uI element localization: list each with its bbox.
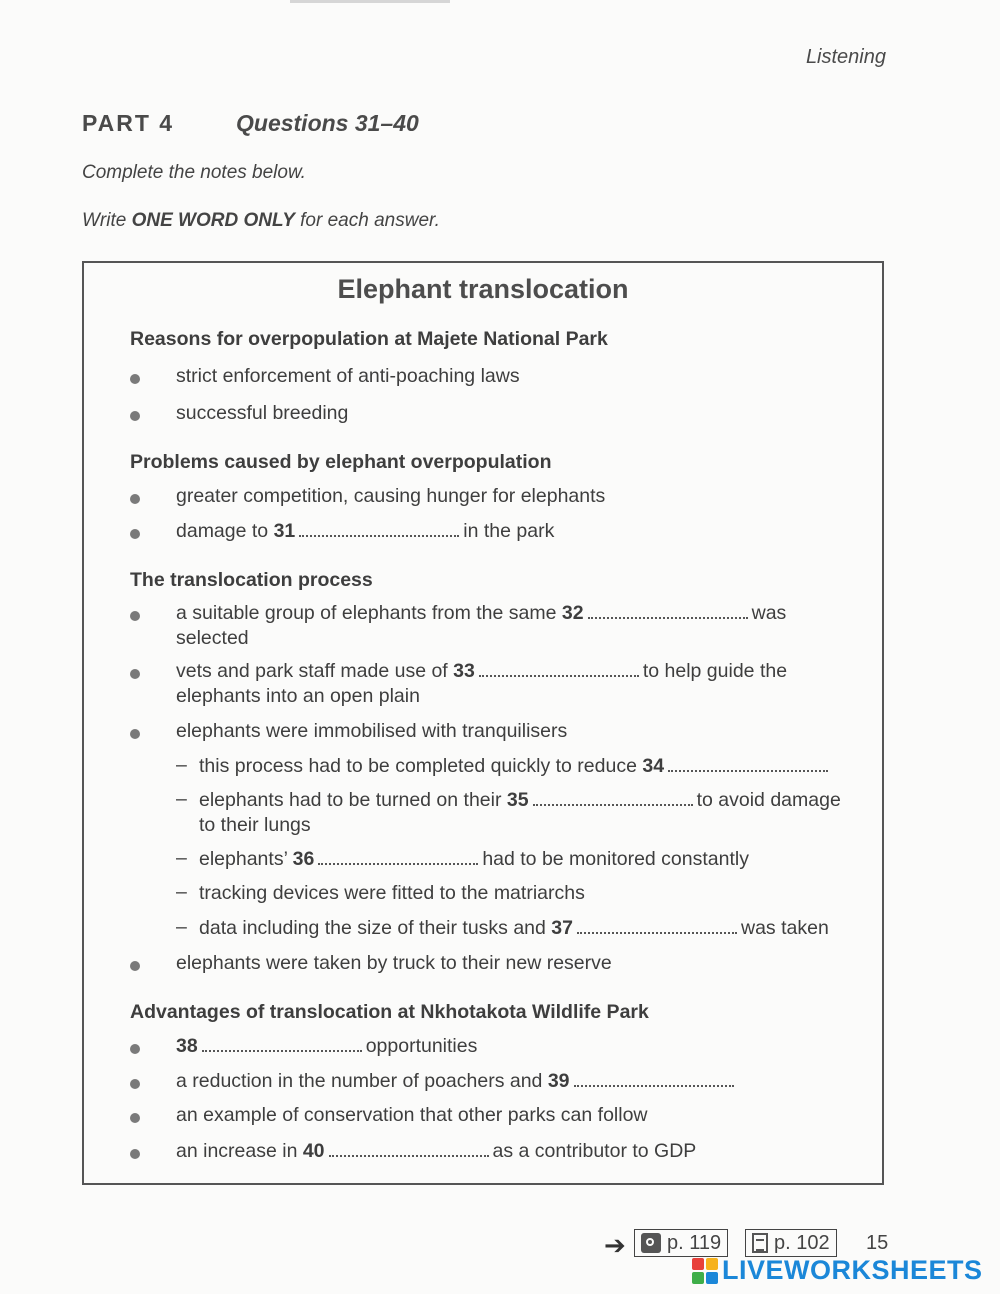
part-label: PART 4 (82, 110, 175, 136)
answer-blank-36[interactable] (318, 859, 478, 865)
bullet-icon (130, 1044, 140, 1054)
arrow-right-icon: ➔ (604, 1230, 626, 1260)
instruction-word-limit: Write ONE WORD ONLY for each answer. (82, 210, 440, 231)
bullet-icon (130, 611, 140, 621)
magnifier-icon (641, 1233, 661, 1253)
notepad-icon (752, 1233, 768, 1253)
section-heading-process: The translocation process (130, 569, 373, 591)
scan-artifact (290, 0, 450, 3)
liveworksheets-logo-icon (692, 1258, 718, 1284)
page-number: 15 (866, 1232, 889, 1254)
answer-blank-33[interactable] (479, 671, 639, 677)
list-item: greater competition, causing hunger for elephants (176, 485, 606, 507)
answer-blank-37[interactable] (577, 928, 737, 934)
bullet-icon (130, 1149, 140, 1159)
dash-marker: – (176, 916, 187, 938)
section-heading-advantages: Advantages of translocation at Nkhotakota Wildlife Park (130, 1001, 649, 1023)
notes-title: Elephant translocation (337, 274, 629, 304)
answer-blank-39[interactable] (574, 1081, 734, 1087)
bullet-icon (130, 411, 140, 421)
answer-blank-35[interactable] (533, 800, 693, 806)
section-heading-reasons: Reasons for overpopulation at Majete National Park (130, 328, 608, 350)
bullet-icon (130, 374, 140, 384)
instruction-complete: Complete the notes below. (82, 162, 306, 183)
list-item: an example of conservation that other parks can follow (176, 1104, 648, 1126)
list-item: vets and park staff made use of 33 to help guide the elephants into an open plain (176, 660, 788, 707)
sub-list-item: elephants’ 36 had to be monitored constantly (199, 848, 749, 870)
list-item: strict enforcement of anti-poaching laws (176, 365, 520, 387)
dash-marker: – (176, 881, 187, 903)
bullet-icon (130, 669, 140, 679)
sub-list-item: elephants had to be turned on their 35 to avoid damage to their lungs (199, 789, 841, 836)
list-item: a suitable group of elephants from the same 32 was selected (176, 602, 787, 649)
page-ref-102[interactable]: p. 102 (745, 1229, 837, 1257)
list-item: 38 opportunities (176, 1035, 478, 1057)
answer-blank-38[interactable] (202, 1046, 362, 1052)
section-label: Listening (805, 46, 886, 68)
bullet-icon (130, 961, 140, 971)
sub-list-item: this process had to be completed quickly to reduce 34 (199, 754, 832, 779)
sub-list-item: tracking devices were fitted to the matriarchs (199, 882, 585, 904)
dash-marker: – (176, 754, 187, 776)
list-item: a reduction in the number of poachers and 39 (176, 1069, 738, 1094)
section-heading-problems: Problems caused by elephant overpopulation (130, 451, 552, 473)
list-item: elephants were immobilised with tranquilisers (176, 720, 568, 742)
list-item: an increase in 40 as a contributor to GDP (176, 1140, 697, 1162)
sub-list-item: data including the size of their tusks and 37 was taken (199, 917, 829, 939)
answer-blank-31[interactable] (299, 531, 459, 537)
page-ref-119[interactable]: p. 119 (634, 1229, 728, 1257)
watermark-text: LIVEWORKSHEETS (722, 1255, 983, 1285)
answer-blank-32[interactable] (588, 613, 748, 619)
list-item: successful breeding (176, 402, 349, 424)
bullet-icon (130, 1079, 140, 1089)
answer-blank-40[interactable] (329, 1151, 489, 1157)
list-item: elephants were taken by truck to their new reserve (176, 952, 612, 974)
bullet-icon (130, 729, 140, 739)
dash-marker: – (176, 788, 187, 810)
liveworksheets-watermark[interactable] (692, 1255, 983, 1286)
answer-blank-34[interactable] (668, 766, 828, 772)
questions-range: Questions 31–40 (236, 110, 419, 136)
bullet-icon (130, 494, 140, 504)
list-item: damage to 31 in the park (176, 520, 555, 542)
bullet-icon (130, 529, 140, 539)
bullet-icon (130, 1113, 140, 1123)
dash-marker: – (176, 847, 187, 869)
